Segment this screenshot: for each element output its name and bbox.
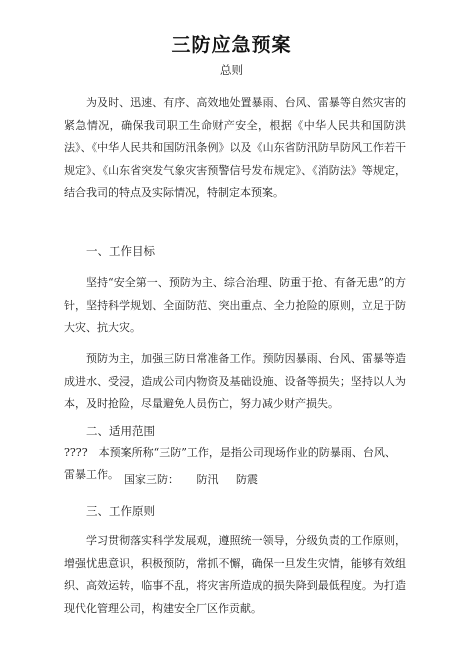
scope-tail-item: 防震 [236,473,258,486]
goals-paragraph-2: 预防为主，加强三防日常准备工作。预防因暴雨、台风、雷暴等造成进水、受浸，造成公司内物资及基础设施、设备等损失；坚持以人为本，及时抢险，尽量避免人员伤亡，努力减少财产损失。 [64,352,406,410]
principles-paragraph: 学习贯彻落实科学发展观，遵照统一领导，分级负责的工作原则，增强忧患意识，积极预防，常抓不懈，确保一旦发生灾情，能够有效组织、高效运转，临事不乱，将灾害所造成的损失降到最低程度。为打造现代化管理公司，构建安全厂区作贡献。 [64,534,406,615]
goals-paragraph-1: 坚持“安全第一、预防为主、综合治理、防重于抢、有备无患”的方针，坚持科学规划、全面防范、突出重点、全力抢险的原则，立足于防大灾、抗大灾。 [64,276,406,334]
intro-paragraph: 为及时、迅速、有序、高效地处置暴雨、台风、雷暴等自然灾害的紧急情况，确保我司职工生命财产安全，根据《中华人民共和国防洪法》、《中华人民共和国防汛条例》以及《山东省防汛防旱防风工作若干规定》、《山东省突发气象灾害预警信号发布规定》、《消防法》等规定，结合我司的特点及实际情况，特制定本预案。 [64,96,406,199]
scope-tail-line [124,471,272,487]
scope-tail-item: 国家三防： [124,473,179,486]
section-heading-principles: 三、工作原则 [86,504,155,518]
section-heading-scope: 二、适用范围 [86,424,155,438]
scope-tail-item: 防汛 [196,473,219,486]
page-subtitle: 总则 [220,63,243,77]
scope-paragraph: ???? 本预案所称“三防”工作，是指公司现场作业的防暴雨、台风、雷暴工作。 [64,446,396,481]
section-heading-goals: 一、工作目标 [86,244,155,258]
page-title: 三防应急预案 [171,34,292,56]
